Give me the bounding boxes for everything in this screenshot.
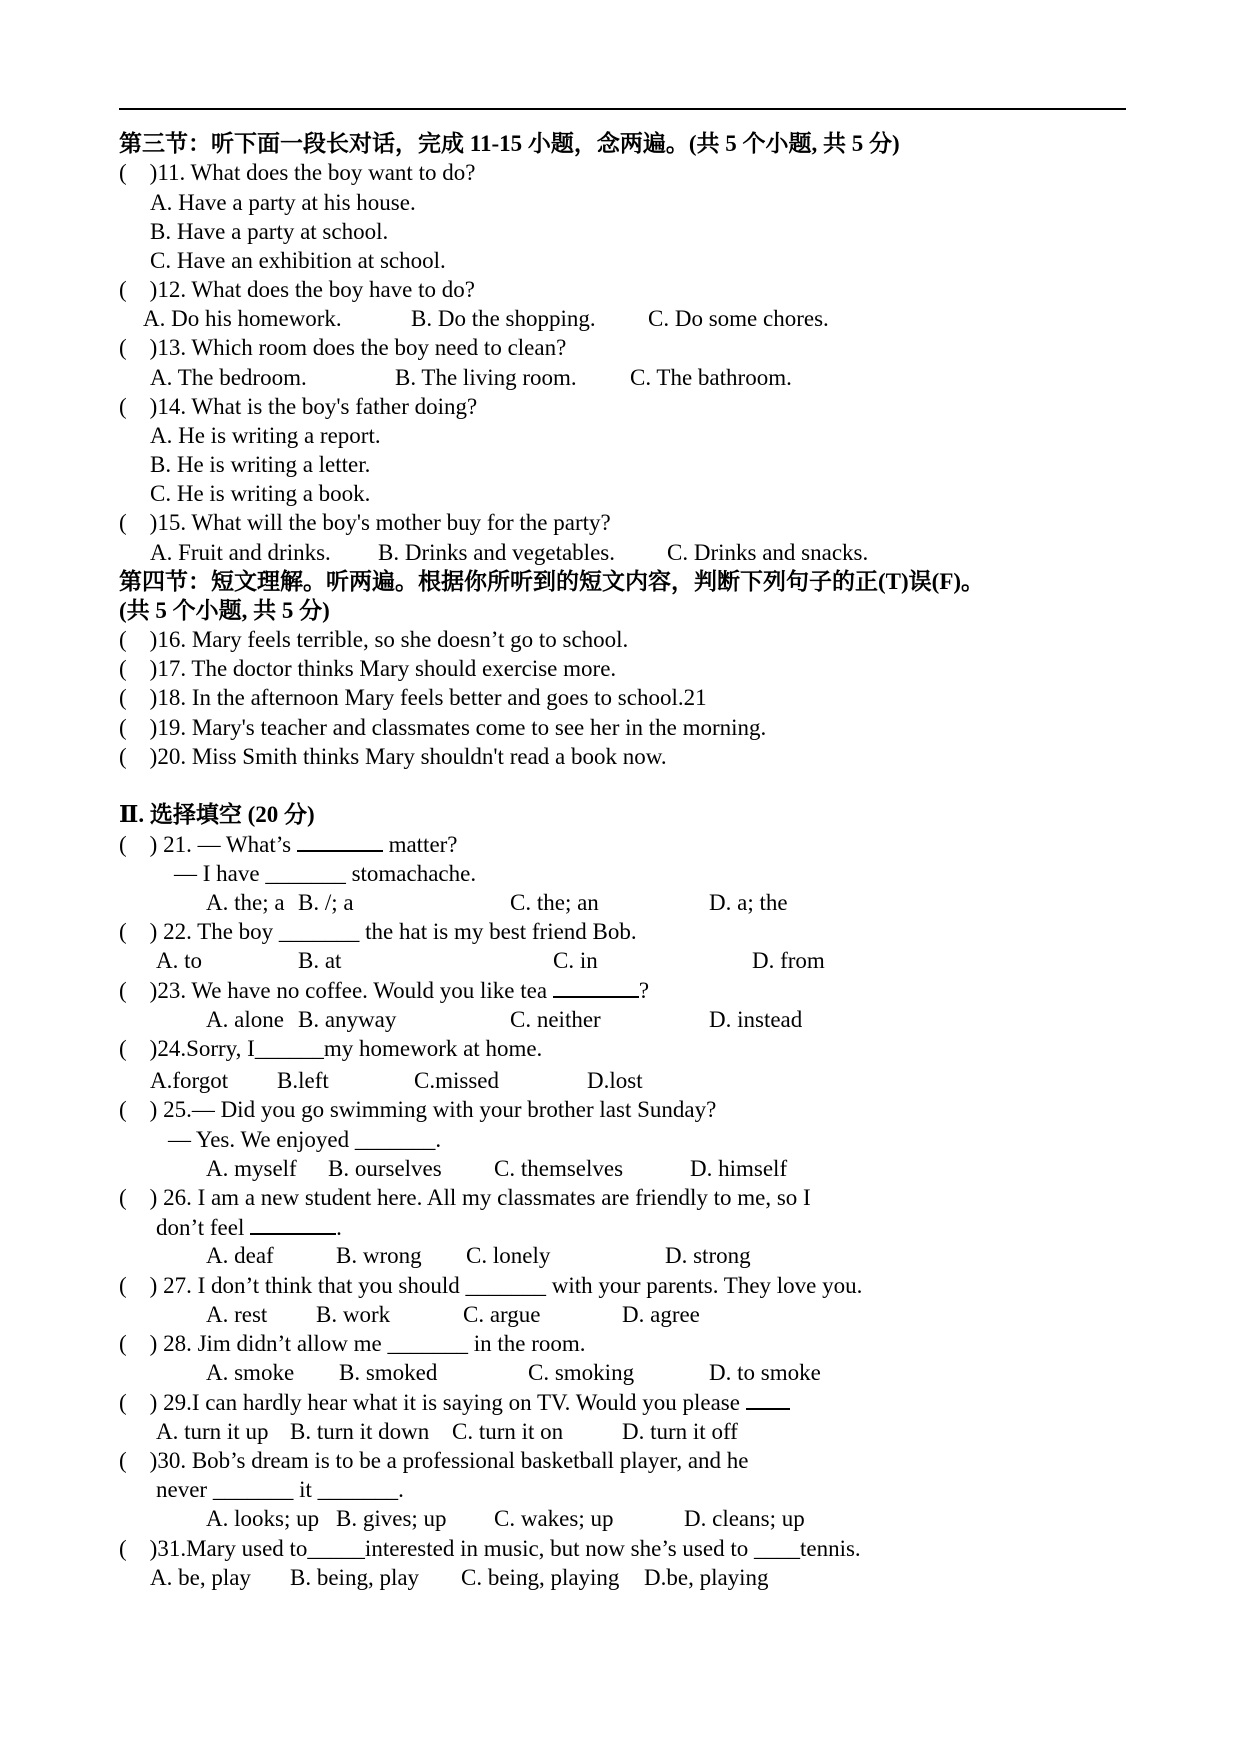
q23-option-c: C. neither <box>510 1007 601 1032</box>
q18: ( )18. In the afternoon Mary feels better and goes to school.21 <box>119 685 707 710</box>
q14-option-b: B. He is writing a letter. <box>150 452 371 477</box>
q30-line2: never _______ it _______. <box>156 1477 404 1502</box>
q17: ( )17. The doctor thinks Mary should exercise more. <box>119 656 617 681</box>
q27-option-d: D. agree <box>622 1302 700 1327</box>
q12-option-c: C. Do some chores. <box>648 306 829 331</box>
q11-option-a: A. Have a party at his house. <box>150 190 416 215</box>
q26-stem: ( ) 26. I am a new student here. All my classmates are friendly to me, so I <box>119 1185 811 1210</box>
q27-option-a: A. rest <box>206 1302 268 1327</box>
q31-option-d: D.be, playing <box>644 1565 769 1590</box>
q28-option-b: B. smoked <box>339 1360 438 1385</box>
q25-option-d: D. himself <box>690 1156 788 1181</box>
q26-option-d: D. strong <box>665 1243 751 1268</box>
q14-option-a: A. He is writing a report. <box>150 423 381 448</box>
q24-option-b: B.left <box>277 1068 329 1093</box>
q30-option-b: B. gives; up <box>336 1506 447 1531</box>
q24-option-a: A.forgot <box>150 1068 229 1093</box>
part2-header: Ⅱ. 选择填空 (20 分) <box>119 802 315 827</box>
q30-option-d: D. cleans; up <box>684 1506 805 1531</box>
q23-blank <box>553 978 639 998</box>
q22-option-b: B. at <box>298 948 342 973</box>
q21-stem <box>119 832 458 856</box>
q15-option-a: A. Fruit and drinks. <box>150 540 331 565</box>
q23-stem <box>119 978 649 1002</box>
q23-option-a: A. alone <box>206 1007 284 1032</box>
q24-stem: ( )24.Sorry, I______my homework at home. <box>119 1036 543 1061</box>
q25-option-c: C. themselves <box>494 1156 624 1181</box>
q26-option-b: B. wrong <box>336 1243 422 1268</box>
q26-line2-post: . <box>336 1215 342 1240</box>
q23-option-b: B. anyway <box>298 1007 397 1032</box>
q11-option-b: B. Have a party at school. <box>150 219 389 244</box>
q24-option-c: C.missed <box>414 1068 499 1093</box>
q28-option-a: A. smoke <box>206 1360 295 1385</box>
q28-option-d: D. to smoke <box>709 1360 821 1385</box>
q28-stem: ( ) 28. Jim didn’t allow me _______ in the room. <box>119 1331 586 1356</box>
q14-stem: ( )14. What is the boy's father doing? <box>119 394 478 419</box>
q16: ( )16. Mary feels terrible, so she doesn’t go to school. <box>119 627 629 652</box>
q22-option-c: C. in <box>553 948 598 973</box>
q22-option-d: D. from <box>752 948 825 973</box>
q19: ( )19. Mary's teacher and classmates come to see her in the morning. <box>119 715 767 740</box>
q22-option-a: A. to <box>156 948 202 973</box>
q30-option-a: A. looks; up <box>206 1506 320 1531</box>
q15-option-c: C. Drinks and snacks. <box>667 540 869 565</box>
q11-option-c: C. Have an exhibition at school. <box>150 248 446 273</box>
q21-stem-pre: ( ) 21. — What’s <box>119 832 297 857</box>
q13-option-a: A. The bedroom. <box>150 365 307 390</box>
q26-line2-pre: don’t feel <box>156 1215 251 1240</box>
q11-stem: ( )11. What does the boy want to do? <box>119 160 476 185</box>
q25-option-a: A. myself <box>206 1156 297 1181</box>
top-rule <box>119 108 1126 110</box>
q15-option-b: B. Drinks and vegetables. <box>378 540 615 565</box>
q29-option-c: C. turn it on <box>452 1419 564 1444</box>
q23-stem-post: ? <box>638 978 650 1003</box>
q13-option-c: C. The bathroom. <box>630 365 792 390</box>
q15-stem: ( )15. What will the boy's mother buy for the party? <box>119 510 611 535</box>
section4-header-line1: 第四节：短文理解。听两遍。根据你所听到的短文内容，判断下列句子的正(T)误(F)。 <box>119 569 985 594</box>
q27-option-b: B. work <box>316 1302 391 1327</box>
q26-option-c: C. lonely <box>466 1243 551 1268</box>
q14-option-c: C. He is writing a book. <box>150 481 371 506</box>
q24-option-d: D.lost <box>587 1068 643 1093</box>
section3-header: 第三节：听下面一段长对话，完成 11-15 小题，念两遍。(共 5 个小题, 共 5 分) <box>119 131 900 156</box>
q13-stem: ( )13. Which room does the boy need to clean? <box>119 335 567 360</box>
q27-stem: ( ) 27. I don’t think that you should _______ with your parents. They love you. <box>119 1273 863 1298</box>
q29-option-a: A. turn it up <box>156 1419 269 1444</box>
q30-stem: ( )30. Bob’s dream is to be a professional basketball player, and he <box>119 1448 749 1473</box>
q12-option-b: B. Do the shopping. <box>411 306 596 331</box>
q21-option-c: C. the; an <box>510 890 599 915</box>
q25-stem: ( ) 25.— Did you go swimming with your brother last Sunday? <box>119 1097 717 1122</box>
q22-stem: ( ) 22. The boy _______ the hat is my best friend Bob. <box>119 919 637 944</box>
q21-line2: — I have _______ stomachache. <box>174 861 477 886</box>
q31-stem: ( )31.Mary used to_____interested in music, but now she’s used to ____tennis. <box>119 1536 861 1561</box>
q26-line2 <box>156 1215 342 1239</box>
q21-blank <box>297 832 383 852</box>
q29-stem <box>119 1390 790 1414</box>
q12-stem: ( )12. What does the boy have to do? <box>119 277 475 302</box>
q13-option-b: B. The living room. <box>395 365 577 390</box>
q31-option-c: C. being, playing <box>461 1565 620 1590</box>
q25-line2: — Yes. We enjoyed _______. <box>168 1127 442 1152</box>
q21-option-d: D. a; the <box>709 890 788 915</box>
q26-option-a: A. deaf <box>206 1243 274 1268</box>
q30-option-c: C. wakes; up <box>494 1506 614 1531</box>
q23-option-d: D. instead <box>709 1007 803 1032</box>
q21-option-a: A. the; a <box>206 890 285 915</box>
q21-stem-post: matter? <box>382 832 458 857</box>
q25-option-b: B. ourselves <box>328 1156 442 1181</box>
q27-option-c: C. argue <box>463 1302 541 1327</box>
q12-option-a: A. Do his homework. <box>143 306 342 331</box>
q20: ( )20. Miss Smith thinks Mary shouldn't read a book now. <box>119 744 667 769</box>
q26-blank <box>250 1215 336 1235</box>
q21-option-b: B. /; a <box>298 890 354 915</box>
q31-option-a: A. be, play <box>150 1565 251 1590</box>
q28-option-c: C. smoking <box>528 1360 635 1385</box>
q29-blank <box>746 1390 790 1410</box>
q23-stem-pre: ( )23. We have no coffee. Would you like tea <box>119 978 553 1003</box>
section4-header-line2: (共 5 个小题, 共 5 分) <box>119 598 330 623</box>
q29-stem-pre: ( ) 29.I can hardly hear what it is saying on TV. Would you please <box>119 1390 746 1415</box>
q29-option-d: D. turn it off <box>622 1419 738 1444</box>
q31-option-b: B. being, play <box>290 1565 420 1590</box>
q29-option-b: B. turn it down <box>290 1419 430 1444</box>
